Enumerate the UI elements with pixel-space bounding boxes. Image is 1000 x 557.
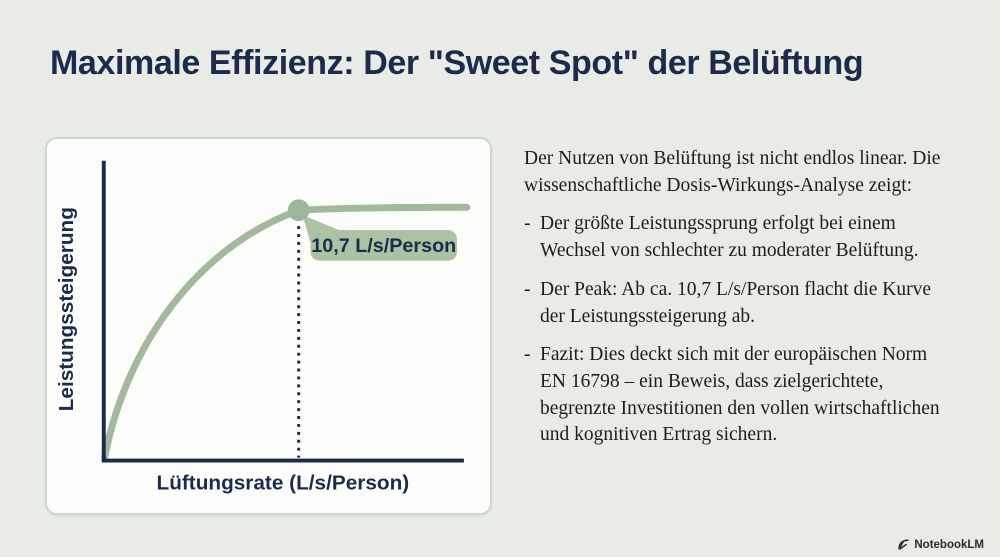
bullet-marker: -: [524, 213, 531, 235]
intro-paragraph: Der Nutzen von Belüftung ist nicht endlos linear. Die wissenschaftliche Dosis-Wirkungs-Analyse zeigt:: [524, 148, 941, 196]
dose-response-chart: [47, 139, 490, 513]
bullet-text: Der Peak: Ab ca. 10,7 L/s/Person flacht die Kurve der Leistungssteigerung ab.: [540, 278, 931, 327]
y-axis-label: Leistungssteigerung: [55, 207, 79, 412]
bullet-item-1: [524, 211, 952, 264]
bullet-marker: -: [524, 278, 531, 300]
bullet-marker: -: [524, 344, 531, 366]
bullet-text: Fazit: Dies deckt sich mit der europäischen Norm EN 16798 – ein Beweis, dass zielgerichtete, begrenzte Investitionen den vollen wirtschaftlichen und kognitiven Ertrag sichern.: [540, 344, 940, 446]
annotation-label: 10,7 L/s/Person: [311, 234, 457, 257]
bullet-item-3: [524, 342, 952, 449]
peak-marker-dot: [288, 199, 310, 221]
x-axis-label: Lüftungsrate (L/s/Person): [156, 471, 410, 495]
bullet-item-2: [524, 277, 952, 330]
footer-brand: [897, 538, 984, 551]
content-column: [524, 146, 952, 461]
chart-card: [45, 137, 492, 515]
slide-title: Maximale Effizienz: Der "Sweet Spot" der Belüftung: [50, 44, 864, 82]
bullet-text: Der größte Leistungssprung erfolgt bei einem Wechsel von schlechter zu moderater Belüftung.: [540, 213, 919, 262]
notebooklm-logo-icon: [897, 538, 910, 551]
notebooklm-brand-label: NotebookLM: [914, 538, 984, 551]
